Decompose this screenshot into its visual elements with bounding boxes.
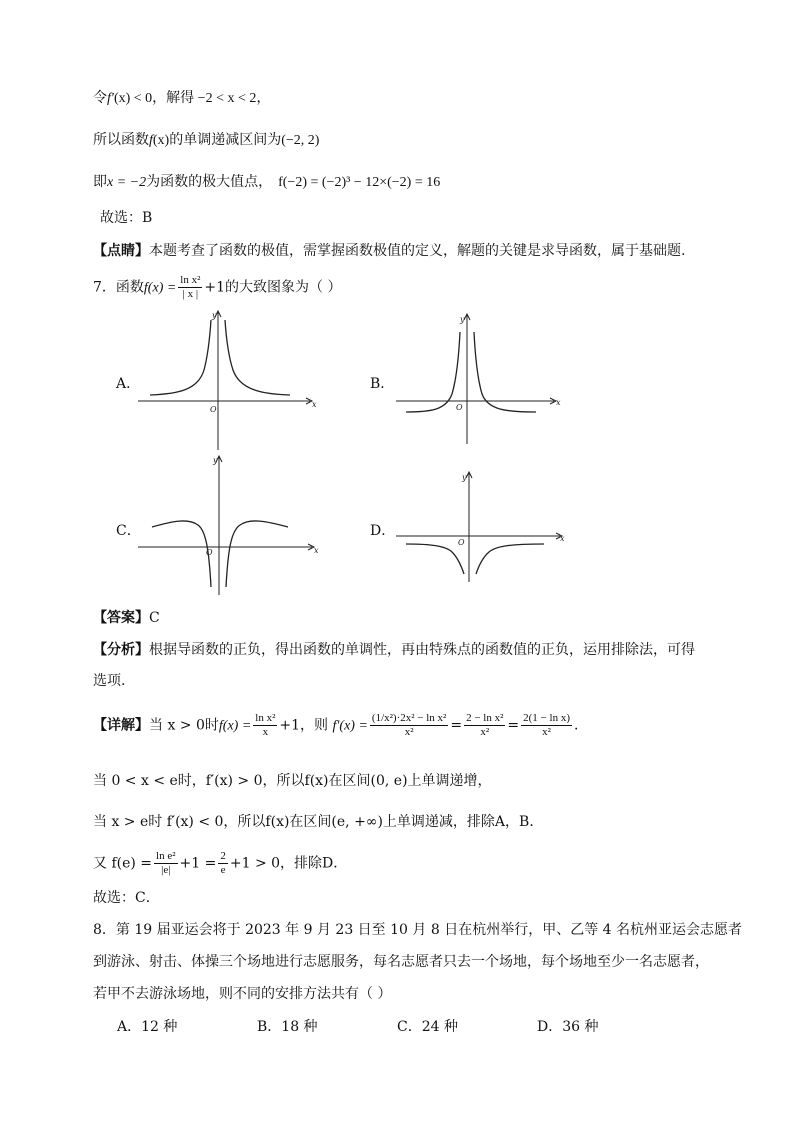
origin-label: O	[456, 403, 463, 412]
y-label: y	[213, 456, 218, 465]
text-line-2	[93, 130, 319, 151]
text: 当 x > 0时	[149, 717, 219, 734]
text-line-3	[93, 172, 440, 193]
frac-den: |e|	[161, 864, 171, 876]
detail-line-4	[93, 850, 347, 877]
text-line-1	[93, 88, 270, 109]
q8-options	[117, 1016, 677, 1036]
analysis-line-2: 选项.	[93, 673, 126, 689]
math-f-prime: f′	[107, 91, 114, 106]
option-c: C．24 种	[397, 1019, 458, 1035]
math-fprime: f′(x) =	[332, 718, 368, 734]
text: +1 =	[179, 855, 217, 872]
frac-num: (1/x²)·2x² − ln x²	[371, 712, 447, 724]
analysis-line-1	[93, 640, 695, 660]
fraction	[521, 712, 572, 739]
curve-right	[474, 332, 536, 412]
option-b: B．18 种	[257, 1019, 318, 1035]
option-a-label: A．	[116, 376, 141, 392]
origin-label: O	[458, 538, 465, 547]
curve-left	[150, 320, 211, 395]
comment-tag: 【点睛】	[93, 243, 149, 259]
q7-stem	[93, 274, 342, 301]
option-a: A．12 种	[117, 1019, 178, 1035]
x-label: x	[556, 398, 561, 407]
q8-line-1: 8．第 19 届亚运会将于 2023 年 9 月 23 日至 10 月 8 日在杭州举行，甲、乙等 4 名杭州亚运会志愿者	[93, 922, 743, 938]
fraction	[154, 850, 178, 877]
q8-line-2: 到游泳、射击、体操三个场地进行志愿服务，每名志愿者只去一个场地，每个场地至少一名志愿者，	[93, 954, 709, 970]
y-label: y	[460, 315, 465, 324]
answer-value: C	[149, 610, 160, 626]
frac-den: x	[262, 726, 269, 738]
q7-tail: +1的大致图象为（ ）	[204, 279, 342, 296]
analysis-tag: 【分析】	[93, 642, 149, 658]
frac-den: e	[220, 864, 226, 876]
frac-num: ln e²	[156, 850, 176, 862]
answer-tag: 【答案】	[93, 610, 149, 626]
graph-c	[138, 455, 318, 595]
math-fx: f(x) =	[218, 718, 252, 734]
y-label: y	[212, 311, 217, 320]
answer-line	[93, 608, 160, 628]
option-d: D．36 种	[537, 1019, 599, 1035]
curve-right	[225, 320, 290, 395]
curve-left	[406, 544, 464, 574]
analysis-text: 根据导函数的正负，得出函数的单调性，再由特殊点的函数值的正负，运用排除法，可得	[149, 642, 695, 658]
frac-den: x²	[480, 726, 490, 738]
answer-choice-b: 故选：B	[100, 210, 153, 226]
fraction	[218, 850, 228, 877]
frac-den: | x |	[182, 288, 199, 300]
detail-line-3: 当 x > e时 f′(x) < 0，所以f(x)在区间(e, +∞)上单调递减，排除A，B．	[93, 814, 544, 830]
text: +1 > 0，排除D．	[229, 855, 348, 872]
option-b-label: B．	[370, 376, 395, 392]
x-label: x	[560, 534, 565, 543]
frac-den: x²	[404, 726, 414, 738]
x-label: x	[314, 546, 319, 555]
origin-label: O	[206, 548, 213, 557]
fraction	[178, 274, 202, 301]
curve-left	[406, 332, 460, 412]
curve-right	[226, 521, 288, 587]
text: 又 f(e) =	[93, 855, 153, 872]
math-fx: f(x) =	[143, 280, 177, 296]
text: 为函数的极大值点，	[146, 174, 273, 190]
curve-right	[476, 544, 544, 574]
frac-num: 2 − ln x²	[466, 712, 504, 724]
detail-tag: 【详解】	[93, 717, 149, 734]
detail-line-1: 【详解】当 x > 0时f(x) = $\frac{\text{ln x²}}{x}$ +1，则 f′(x) = $\frac{\text{(1/x²)·2x² − ln x²}}{\text{x²}}$ = $\frac{\text{2 − ln x²}}{\text{x²}}$ = $\frac{\text{2(1 − ln x)}}{\text{x²}}$ .	[93, 712, 579, 738]
origin-label: O	[210, 405, 217, 414]
x-label: x	[312, 400, 317, 409]
graph-b	[396, 312, 566, 447]
text: 所以函数	[93, 132, 149, 148]
text: 令	[93, 90, 107, 106]
math-f: f	[149, 133, 153, 148]
math-x: x = −2	[107, 175, 147, 190]
frac-den: x²	[542, 726, 551, 738]
q8-line-3: 若甲不去游泳场地，则不同的安排方法共有（ ）	[93, 986, 392, 1002]
q7-num: 7．函数	[93, 279, 144, 296]
fraction	[370, 712, 448, 739]
frac-num: ln x²	[180, 274, 201, 286]
text: 即	[93, 174, 107, 190]
frac-num: ln x²	[255, 712, 276, 724]
frac-num: 2	[220, 850, 226, 862]
math-eq: f(−2) = (−2)³ − 12×(−2) = 16	[278, 175, 441, 190]
math-text: (x)的单调递减区间为(−2, 2)	[152, 133, 320, 148]
text: +1，则	[279, 717, 329, 734]
option-c-label: C．	[116, 523, 141, 539]
option-d-label: D．	[370, 523, 396, 539]
frac-num: 2(1 − ln x)	[523, 712, 570, 724]
y-label: y	[462, 473, 467, 482]
curve-left	[152, 521, 211, 587]
detail-line-2: 当 0 < x < e时，f′(x) > 0，所以f(x)在区间(0, e)上单调递增，	[93, 773, 492, 789]
fraction	[464, 712, 505, 739]
comment-line	[93, 241, 685, 261]
comment-text: 本题考查了函数的极值，需掌握函数极值的定义，解题的关键是求导函数，属于基础题.	[149, 243, 686, 259]
fraction	[253, 712, 277, 739]
math-text: (x) < 0，解得 −2 < x < 2，	[113, 91, 271, 106]
detail-line-5: 故选：C．	[93, 890, 160, 906]
graph-a	[138, 310, 318, 450]
graph-d	[396, 470, 566, 585]
